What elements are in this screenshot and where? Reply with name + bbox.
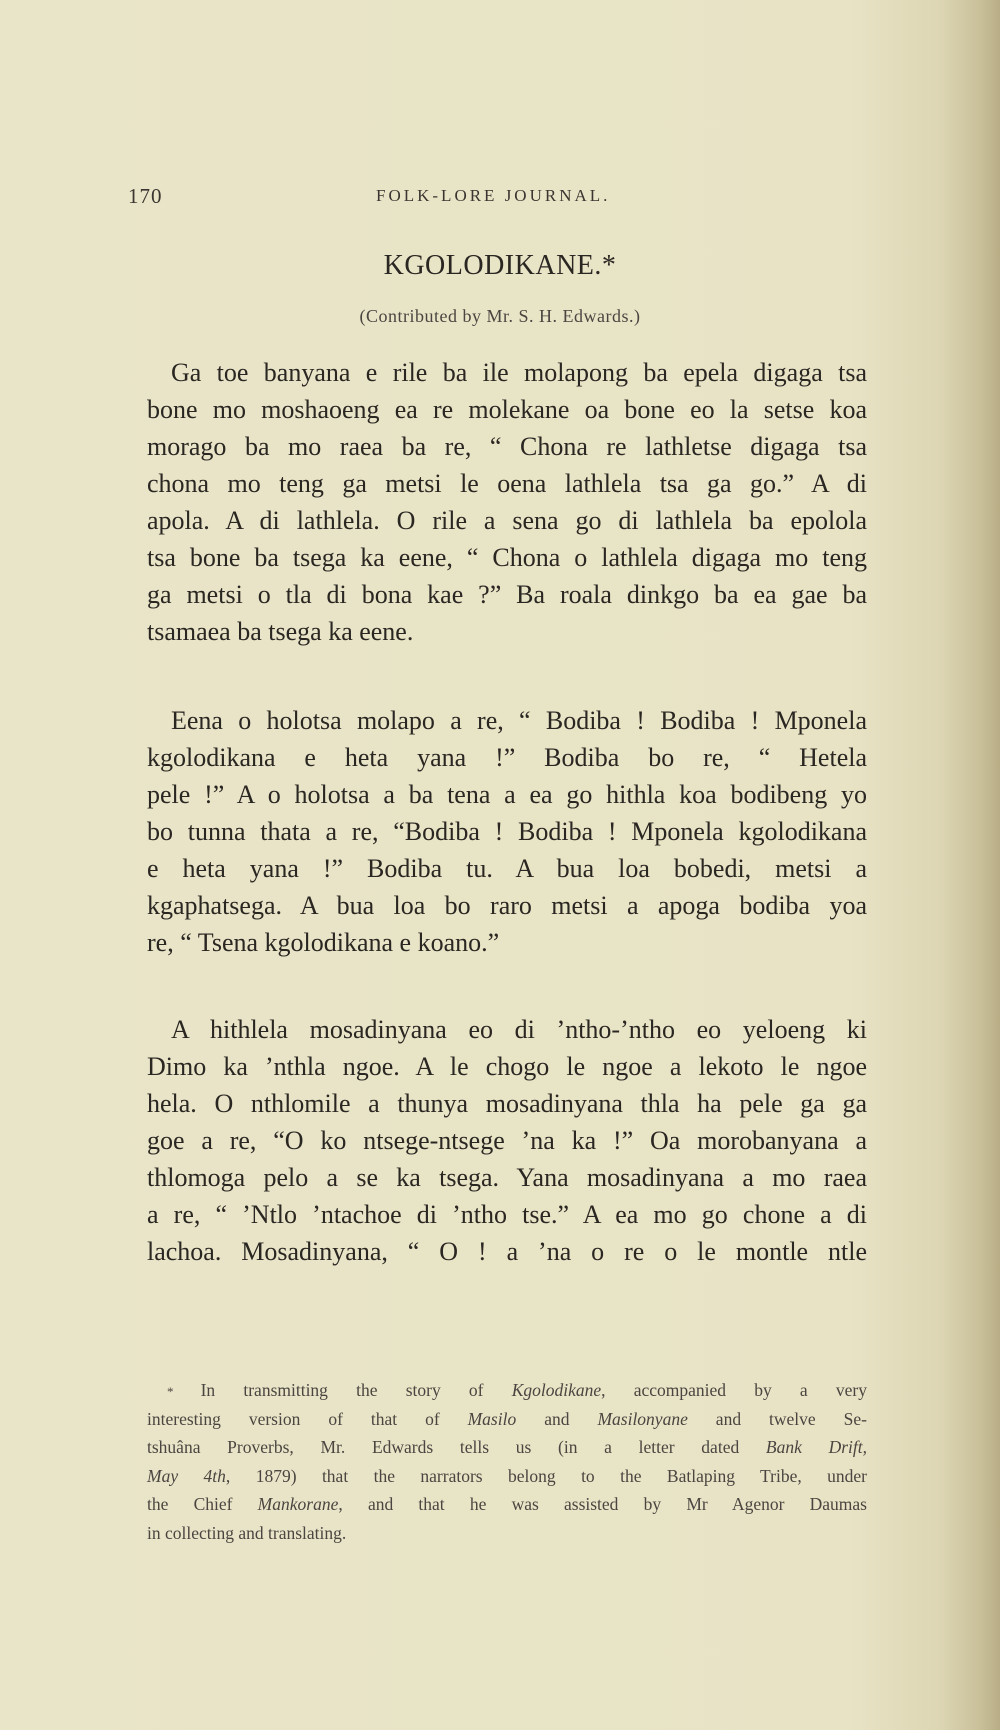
- text-line: ga metsi o tla di bona kae ?” Ba roala dinkgo ba ea gae ba: [147, 580, 867, 609]
- text-run: , and that he was assisted by Mr Agenor Daumas: [338, 1494, 867, 1514]
- article-title: [0, 250, 1000, 282]
- text-line: goe a re, “O ko ntsege-ntsege ’na ka !” Oa morobanyana a: [147, 1126, 867, 1155]
- italic-text: Masilo: [467, 1408, 517, 1429]
- italic-text: Mankorane: [257, 1494, 339, 1514]
- footnote-line: [147, 1433, 867, 1462]
- text-line: chona mo teng ga metsi le oena lathlela tsa ga go.” A di: [147, 469, 867, 498]
- footnote-line: [147, 1376, 867, 1405]
- text-line: tsa bone ba tsega ka eene, “ Chona o lathlela digaga mo teng: [147, 543, 867, 572]
- text-line: Eena o holotsa molapo a re, “ Bodiba ! Bodiba ! Mponela: [171, 706, 867, 735]
- text-line: thlomoga pelo a se ka tsega. Yana mosadinyana a mo raea: [147, 1163, 867, 1192]
- footnote-line: [147, 1490, 867, 1519]
- italic-text: Bank Drift,: [765, 1437, 867, 1457]
- text-run: and twelve Se-: [687, 1408, 867, 1429]
- text-run: , accompanied by a very: [601, 1380, 867, 1400]
- text-line: kgolodikana e heta yana !” Bodiba bo re, “ Hetela: [147, 743, 867, 772]
- italic-text: Kgolodikane: [511, 1380, 602, 1400]
- paragraph-3: [147, 1011, 867, 1270]
- italic-text: Masilonyane: [597, 1408, 688, 1429]
- footnote-line: [147, 1462, 867, 1491]
- text-line: Dimo ka ’nthla ngoe. A le chogo le ngoe a lekoto le ngoe: [147, 1052, 867, 1081]
- page-number: 170: [128, 184, 163, 208]
- text-line: Ga toe banyana e rile ba ile molapong ba epela digaga tsa: [171, 358, 867, 387]
- text-run: , 1879) that the narrators belong to the Batlaping Tribe, under: [225, 1465, 867, 1486]
- text-run: In transmitting the story of: [200, 1380, 512, 1400]
- text-line: bone mo moshaoeng ea re molekane oa bone eo la setse koa: [147, 395, 867, 424]
- paragraph-2: [147, 702, 867, 961]
- text-line: apola. A di lathlela. O rile a sena go di lathlela ba epolola: [147, 506, 867, 535]
- text-run: tshuâna Proverbs, Mr. Edwards tells us (in a letter dated: [147, 1437, 766, 1457]
- text-run: and: [516, 1408, 598, 1429]
- text-run: in collecting and translating.: [147, 1522, 347, 1543]
- text-line: bo tunna thata a re, “Bodiba ! Bodiba ! Mponela kgolodikana: [147, 817, 867, 846]
- italic-text: May 4th: [147, 1465, 226, 1486]
- page-header: [128, 184, 888, 214]
- running-title: FOLK-LORE JOURNAL.: [376, 186, 611, 205]
- contributor-line: (Contributed by Mr. S. H. Edwards.): [359, 306, 641, 326]
- footnote-marker: *: [167, 1384, 201, 1399]
- text-line: tsamaea ba tsega ka eene.: [147, 617, 414, 646]
- text-run: the Chief: [147, 1494, 258, 1514]
- text-line: hela. O nthlomile a thunya mosadinyana thla ha pele ga ga: [147, 1089, 867, 1118]
- footnote-line: [147, 1405, 867, 1434]
- text-line: a re, “ ’Ntlo ’ntachoe di ’ntho tse.” A ea mo go chone a di: [147, 1200, 867, 1229]
- text-line: re, “ Tsena kgolodikana e koano.”: [147, 928, 500, 957]
- footnote-line: [147, 1519, 867, 1548]
- paragraph-1: [147, 354, 867, 650]
- text-line: A hithlela mosadinyana eo di ’ntho-’ntho eo yeloeng ki: [171, 1015, 867, 1044]
- footnote: [147, 1376, 867, 1547]
- text-line: pele !” A o holotsa a ba tena a ea go hithla koa bodibeng yo: [147, 780, 867, 809]
- text-line: e heta yana !” Bodiba tu. A bua loa bobedi, metsi a: [147, 854, 867, 883]
- text-run: interesting version of that of: [147, 1408, 468, 1429]
- text-line: lachoa. Mosadinyana, “ O ! a ’na o re o le montle ntle: [147, 1237, 867, 1266]
- text-line: morago ba mo raea ba re, “ Chona re lathletse digaga tsa: [147, 432, 867, 461]
- article-title-text: KGOLODIKANE.*: [383, 250, 617, 281]
- text-line: kgaphatsega. A bua loa bo raro metsi a apoga bodiba yoa: [147, 891, 867, 920]
